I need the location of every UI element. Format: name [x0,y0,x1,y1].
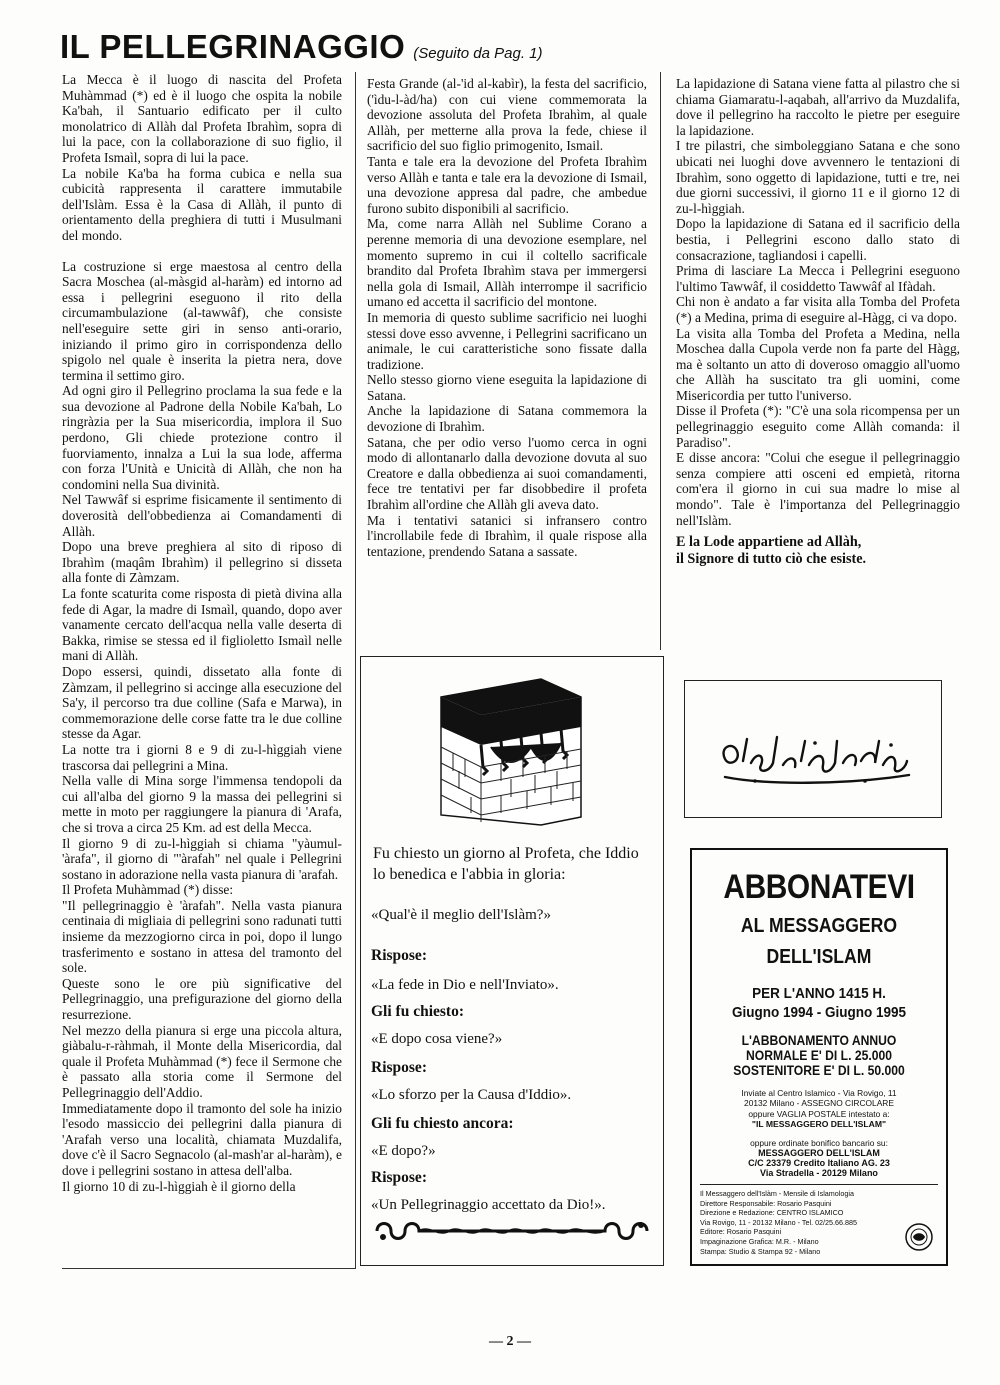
masthead-line: Il Messaggero dell'Islàm - Mensile di Islamologia [700,1189,854,1198]
paragraph: Ma, come narra Allàh nel Sublime Corano a perenne memoria di una devozione esemplare, nel momento supremo in cui il coltello sacrificale brandito dal Profeta Ibrahìm stava per immergersi nella gola di Ismail, Allàh interrompe il sacrificio umano ed accetta il sacrificio del montone. [367,216,647,310]
bank-instructions [692,1138,946,1179]
column-divider [355,72,356,1268]
payment-line: oppure VAGLIA POSTALE intestato a: [748,1108,890,1119]
column-divider [660,72,661,650]
paragraph: La visita alla Tomba del Profeta a Medina, nella Moschea dalla Cupola verde non fa parte del Hàgg, ma è soltanto un atto di doveroso omaggio all'uomo che Allàh ha suscitato tra gli uomini, come Misericordia per tutto l'universo. [676,325,960,403]
masthead-line: Direzione e Redazione: CENTRO ISLAMICO [700,1208,844,1218]
price-line: NORMALE E' DI L. 25.000 [745,1048,893,1063]
article-column-1 [62,72,342,1194]
masthead-line: Impaginazione Grafica: M.R. - Milano [700,1236,819,1246]
masthead-line: Stampa: Studio & Stampa 92 - Milano [700,1246,821,1256]
paragraph: Ad ogni giro il Pellegrino proclama la sua fede e la sua devozione al Padrone della Nobile Ka'bah, Lo ringràzia per la Sua misericordia, implora il Suo perdono, Gli chiede protezione contro il fuorviamento, innalza a Lui la sua lode, afferma con forza l'Unità e Unicità di Allàh, che non ha condomini nella Sua divinità. [62,383,342,492]
paragraph: Dopo la lapidazione di Satana ed il sacrificio della bestia, i Pellegrini escono dallo stato di consacrazione, tagliandosi i capelli. [676,216,960,263]
paragraph: E disse ancora: "Colui che esegue il pellegrinaggio senza compiere atti osceni ed empietà, ritorna com'era il giorno in cui sua madre lo mise al mondo". Tale è l'importanza del Pellegrinaggio nell'Islàm. [676,450,960,528]
subscribe-line: DELL'ISLAM [766,946,872,968]
subscribe-headline: ABBONATEVI [723,868,915,906]
paragraph: Nel Tawwâf si esprime fisicamente il sentimento di doverosità dell'obbedienza ai Comandamenti di Allàh. [62,492,342,539]
hadith-label: Rispose: [371,1169,427,1186]
paragraph: La costruzione si erge maestosa al centro della Sacra Moschea (al-màsgid al-haràm) ed intorno ad essa i pellegrini eseguono il rito della circumambulazione (al-tawwâf), che consiste nell'eseguire sette giri in senso anti-orario, iniziando il primo giro in corrispondenza dello spigolo nel quale è inserita la pietra nera, dove termina il settimo giro. [62,258,342,383]
paragraph: Prima di lasciare La Mecca i Pellegrini eseguono l'ultimo Tawwâf, il cosiddetto Tawwâf al Ifàdah. [676,263,960,294]
paragraph: Immediatamente dopo il tramonto del sole ha inizio l'esodo massiccio dei pellegrini dalla pianura di 'Arafah verso una località, chiamata Muzdalifa, dove c'è il Sacro Segnacolo (al-mash'ar al-haràm), e dove i pellegrini sostano in attesa dell'alba. [62,1100,342,1178]
hadith-intro: Fu chiesto un giorno al Profeta, che Iddio lo benedica e l'abbia in gloria: [373,845,639,883]
masthead [700,1184,938,1258]
paragraph: Nel mezzo della pianura si erge una piccola altura, giàbalu-r-ràhmah, il Monte della Misericordia, dal quale il Profeta Muhàmmad (*) fece il Sermone che è passato alla storia come il Sermone del Pellegrinaggio dell'Addio. [62,1022,342,1100]
paragraph: La notte tra i giorni 8 e 9 di zu-l-hìggiah viene trascorsa dai pellegrini a Mina. [62,741,342,773]
publisher-seal-icon [904,1222,934,1252]
subscribe-dates: Giugno 1994 - Giugno 1995 [731,1004,907,1021]
subscribe-year: PER L'ANNO 1415 H. [752,985,886,1002]
masthead-line: Editore: Rosario Pasquini [700,1227,782,1237]
kaaba-illustration [431,667,591,827]
hadith-label: Rispose: [371,1059,427,1076]
price-line: L'ABBONAMENTO ANNUO [741,1033,897,1048]
bank-line: Via Stradella - 20129 Milano [760,1168,878,1179]
hadith-answer: «La fede in Dio e nell'Inviato». [371,977,559,993]
closing-invocation [676,534,960,568]
bank-line: MESSAGGERO DELL'ISLAM [758,1147,880,1158]
paragraph: Dopo essersi, quindi, dissetato alla fonte di Zàmzam, il pellegrino si accinge alla esecuzione del Sa'y, il percorso tra due colline (Safa e Marwa), in commemorazione delle corse fatte tra le due colline stesse da Agar. [62,663,342,742]
subscribe-price [705,1033,934,1078]
payment-line: 20132 Milano - ASSEGNO CIRCOLARE [744,1098,894,1109]
paragraph: Il giorno 10 di zu-l-hìggiah è il giorno della [62,1178,296,1194]
paragraph: La lapidazione di Satana viene fatta al pilastro che si chiama Giamaratu-l-aqabah, all'arrivo da Muzdalifa, dove il pellegrino ha raccolto le pietre per eseguire la lapidazione. [676,76,960,138]
hadith-question: «Qual'è il meglio dell'Islàm?» [371,907,551,923]
ornament-divider-icon [369,1217,655,1245]
paragraph: Queste sono le ore più significative del Pellegrinaggio, una prefigurazione del giorno della resurrezione. [62,975,342,1023]
calligraphy-box [684,680,942,818]
paragraph: Anche la lapidazione di Satana commemora la devozione di Ibrahìm. [367,403,647,435]
price-line: SOSTENITORE E' DI L. 50.000 [733,1063,905,1078]
hadith-label: Rispose: [371,947,427,964]
paragraph: Ma i tentativi satanici si infransero contro l'incrollabile fede di Ibrahìm, il quale rispose alla tentazione, prendendo Satana a sassate. [367,512,647,559]
paragraph: Nello stesso giorno viene eseguita la lapidazione di Satana. [367,372,647,403]
paragraph: "Il pellegrinaggio è 'àrafah". Nella vasta pianura centinaia di migliaia di pellegrini sono radunati tutti insieme da mezzogiorno circa in poi, dopo il lungo trasferimento e sostano in attesa del tramonto del sole. [62,897,342,976]
subscribe-line: AL MESSAGGERO [740,915,898,937]
payment-line: "IL MESSAGGERO DELL'ISLAM" [751,1119,887,1130]
paragraph: Dopo una breve preghiera al sito di riposo di Ibrahìm (maqâm Ibrahìm) il pellegrino si disseta alla fonte di Zàmzam. [62,539,342,586]
hadith-answer: «Lo sforzo per la Causa d'Iddio». [371,1087,572,1103]
paragraph: I tre pilastri, che simboleggiano Satana e che sono ubicati nei luoghi dove avvennero le tentazioni di Ibrahìm, sono oggetto di lapidazione, tutti e tre, nei due giorni successivi, il giorno 11 e il giorno 12 di zu-l-hìggiah. [676,138,960,216]
bank-line: oppure ordinate bonifico bancario su: [750,1137,888,1148]
arabic-calligraphy-icon [685,681,940,816]
payment-line: Inviate al Centro Islamico - Via Rovigo, 11 [741,1088,897,1098]
hadith-answer: «Un Pellegrinaggio accettato da Dio!». [371,1197,606,1213]
masthead-line: Via Rovigo, 11 - 20132 Milano - Tel. 02/25.66.885 [700,1217,858,1227]
bank-line: C/C 23379 Credito Italiano AG. 23 [748,1158,890,1169]
paragraph: Il giorno 9 di zu-l-hìggiah si chiama "yàumul-'àrafa", il giorno di "'àrafah" nel quale i Pellegrini sostano in adorazione nella vasta pianura di 'arafah. [62,835,342,882]
article-column-2 [367,76,647,559]
page-subtitle: (Seguito da Pag. 1) [413,45,543,62]
masthead-line: Direttore Responsabile: Rosario Pasquini [700,1198,832,1208]
paragraph: Chi non è andato a far visita alla Tomba del Profeta (*) a Medina, prima di eseguire al-Hàgg, ci va dopo. [676,294,960,325]
paragraph: Festa Grande (al-'id al-kabìr), la festa del sacrificio, ('ìdu-l-àd/ha) con cui viene commemorata la devozione assoluta del Profeta Ibrahìm, al quale Allàh, per metterne alla prova la fede, chiese il sacrificio del suo figlio primogenito, Ismail. [367,76,647,154]
paragraph: Disse il Profeta (*): "C'è una sola ricompensa per un pellegrinaggio eseguito come Allàh comanda: il Paradiso". [676,403,960,450]
page-title: IL PELLEGRINAGGIO [60,28,406,65]
hadith-question: «E dopo?» [371,1143,436,1159]
column-end-rule [62,1268,356,1269]
subscription-ad [690,848,948,1266]
hadith-label: Gli fu chiesto: [371,1003,464,1020]
paragraph: La nobile Ka'ba ha forma cubica e nella sua cubicità rappresenta il carattere immutabile dell'Islàm. Essa è la Casa di Allàh, il punto di orientamento della preghiera di tutti i Musulmani del mondo. [62,165,342,243]
payment-instructions [692,1088,946,1130]
paragraph: Nella valle di Mina sorge l'immensa tendopoli da cui all'alba del giorno 9 la massa dei pellegrini si mette in moto per raggiungere la pianura di 'Arafa, che si trova a circa 25 Km. ad est della Mecca. [62,773,342,835]
paragraph: In memoria di questo sublime sacrificio nei luoghi stessi dove esso avvenne, i Pellegrini sacrificano un animale, le cui caratteristiche sono fissate dalla tradizione. [367,309,647,372]
paragraph: Tanta e tale era la devozione del Profeta Ibrahìm verso Allàh e tanta e tale era la devozione di Ismail, una devozione appresa dal padre, che ambedue furono subito disponibili al sacrificio. [367,153,647,216]
paragraph: Il Profeta Muhàmmad (*) disse: [62,882,234,898]
closing-line: il Signore di tutto ciò che esiste. [676,551,867,568]
article-column-3 [676,76,960,568]
hadith-box [360,656,664,1266]
page-number: — 2 — [489,1334,531,1349]
closing-line: E la Lode appartiene ad Allàh, [676,534,862,551]
hadith-question: «E dopo cosa viene?» [371,1031,503,1047]
hadith-label: Gli fu chiesto ancora: [371,1115,514,1132]
paragraph: Satana, che per odio verso l'uomo cerca in ogni modo di allontanarlo dalla devozione dovuta al suo Creatore e dalla obbedienza ai suoi comandamenti, fece tre tentativi per far disobbedire il profeta Ibrahìm all'ordine che Allàh gli aveva dato. [367,434,647,513]
paragraph: La Mecca è il luogo di nascita del Profeta Muhàmmad (*) ed è il luogo che ospita la nobile Ka'bah, il Santuario edificato per il culto monolatrico di Allàh dal Profeta Ibrahìm, sopra di lui la pace, con la collaborazione di suo figlio, il Profeta Ismaìl, sopra di lui la pace. [62,72,342,165]
paragraph: La fonte scaturita come risposta di pietà divina alla fede di Agar, la madre di Ismaìl, quando, dopo aver vanamente cercato dell'acqua nella valle deserta di Bakka, rimise se stessa ed il figlioletto Ismaìl nelle mani di Allàh. [62,586,342,664]
article-header [60,28,543,66]
